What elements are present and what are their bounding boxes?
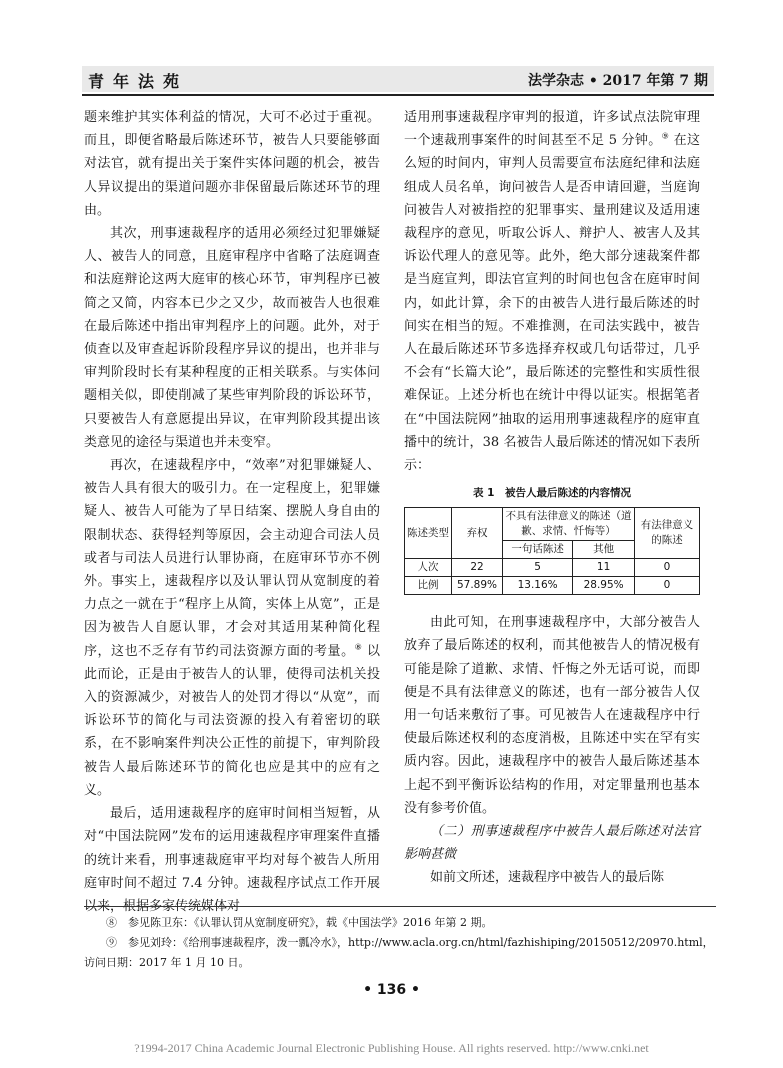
right-column (404, 106, 700, 906)
table-cell: 比例 (405, 577, 452, 595)
statement-table (404, 507, 700, 595)
table-cell: 0 (635, 559, 700, 577)
table-header-one-sentence: 一句话陈述 (503, 541, 573, 559)
table-row (405, 577, 700, 595)
subsection-heading: （二）刑事速裁程序中被告人最后陈述对法官影响甚微 (404, 824, 700, 863)
paragraph: 其次，刑事速裁程序的适用必须经过犯罪嫌疑人、被告人的同意，且庭审程序中省略了法庭调查和法庭辩论这两大庭审的核心环节，审判程序已被简之又简，内容本已少之又少，故而被告人也很难在最后陈述中指出审判程序上的问题。此外，对于侦查以及审查起诉阶段程序异议的提出，也并非与审判阶段时长有某种程度的正相关联系。与实体问题相关似，即使削减了某些审判阶段的诉讼环节，只要被告人有意愿提出异议，在审判阶段其提出该类意见的途径与渠道也并未变窄。 (84, 226, 380, 450)
table-header-waive: 弃权 (452, 508, 503, 559)
header-rule (82, 94, 714, 96)
running-header (82, 66, 714, 92)
footnote-ref[interactable]: ⑨ (661, 131, 670, 141)
paragraph: 题来维护其实体利益的情况，大可不必过于重视。而且，即便省略最后陈述环节，被告人只要能够面对法官，就有提出关于案件实体问题的机会，被告人异议提出的渠道问题亦非保留最后陈述环节的理由。 (84, 110, 380, 218)
table-cell: 0 (635, 577, 700, 595)
table-row (405, 559, 700, 577)
footnotes (84, 913, 714, 973)
table-cell: 57.89% (452, 577, 503, 595)
paragraph: 由此可知，在刑事速裁程序中，大部分被告人放弃了最后陈述的权利，而其他被告人的情况极有可能是除了道歉、求情、忏悔之外无话可说，而即便是不具有法律意义的陈述，也有一部分被告人仅用一句话来敷衍了事。可见被告人在速裁程序中行使最后陈述权利的态度消极，且陈述中实在罕有实质内容。因此，速裁程序中的被告人最后陈述基本上起不到平衡诉讼结构的作用，对定罪量刑也基本没有参考价值。 (404, 615, 700, 816)
paragraph: 如前文所述，速裁程序中被告人的最后陈 (430, 870, 665, 886)
table-cell: 人次 (405, 559, 452, 577)
footnote: ⑨ 参见刘玲：《给刑事速裁程序，泼一瓢冷水》，http://www.acla.org.cn/html/fazhishiping/20150512/20970.html，访问日期：2017 年 1 月 10 日。 (84, 936, 714, 969)
table-caption: 表 1 被告人最后陈述的内容情况 (473, 487, 631, 500)
left-column (84, 106, 380, 914)
table-cell: 13.16% (503, 577, 573, 595)
table-cell: 11 (573, 559, 635, 577)
footnote-rule (84, 906, 716, 907)
page-number: • 136 • (363, 982, 420, 998)
section-title: 青年法苑 (88, 72, 189, 91)
paragraph: 适用刑事速裁程序审判的报道，许多试点法院审理一个速裁刑事案件的时间甚至不足 5 分钟。⑨ 在这么短的时间内，审判人员需要宣布法庭纪律和法庭组成人员名单，询问被告人是否申请回避，当庭询问被告人对被指控的犯罪事实、量刑建议及适用速裁程序的意见，听取公诉人、辩护人、被害人及其诉讼代理人的意见等。此外，绝大部分速裁案件都是当庭宣判，即法官宣判的时间也包含在庭审时间内，如此计算，余下的由被告人进行最后陈述的时间实在相当的短。不难推测，在司法实践中，被告人在最后陈述环节多选择弃权或几句话带过，几乎不会有“长篇大论”，最后陈述的完整性和实质性很难保证。上述分析也在统计中得以证实。根据笔者在“中国法院网”抽取的运用刑事速裁程序的庭审直播中的统计，38 名被告人最后陈述的情况如下表所示： (404, 110, 700, 474)
table-header-other: 其他 (573, 541, 635, 559)
journal-issue: 法学杂志 • 2017 年第 7 期 (527, 73, 708, 89)
table-header-legal: 有法律意义的陈述 (635, 508, 700, 559)
table-cell: 28.95% (573, 577, 635, 595)
table-header-nonlegal: 不具有法律意义的陈述（道歉、求情、忏悔等） (503, 508, 635, 541)
footnote: ⑧ 参见陈卫东：《认罪认罚从宽制度研究》，载《中国法学》2016 年第 2 期。 (106, 916, 493, 929)
table-cell: 5 (503, 559, 573, 577)
copyright-watermark: ?1994-2017 China Academic Journal Electronic Publishing House. All rights reserved. http://www.cnki.net (134, 1041, 649, 1055)
table-header-type: 陈述类型 (405, 508, 452, 559)
table-cell: 22 (452, 559, 503, 577)
paragraph: 再次，在速裁程序中，“效率”对犯罪嫌疑人、被告人具有很大的吸引力。在一定程度上，犯罪嫌疑人、被告人可能为了早日结案、摆脱人身自由的限制状态、获得轻判等原因，会主动迎合司法人员或者与司法人员进行认罪协商，在庭审环节亦不例外。事实上，速裁程序以及认罪认罚从宽制度的着力点之一就在于“程序上从简，实体上从宽”，正是因为被告人自愿认罪，才会对其适用某种简化程序，这也不乏存有节约司法资源方面的考量。⑧ 以此而论，正是由于被告人的认罪，使得司法机关投入的资源减少，对被告人的处罚才得以“从宽”，而诉讼环节的简化与司法资源的投入有着密切的联系，在不影响案件判决公正性的前提下，审判阶段被告人最后陈述环节的简化也应是其中的应有之义。 (84, 458, 380, 798)
footnote-ref[interactable]: ⑧ (354, 642, 363, 652)
paragraph: 最后，适用速裁程序的庭审时间相当短暂，从对“中国法院网”发布的运用速裁程序审理案件直播的统计来看，刑事速裁庭审平均对每个被告人所用庭审时间不超过 7.4 分钟。速裁程序试点工作开展以来，根据多家传统媒体对 (84, 806, 380, 914)
